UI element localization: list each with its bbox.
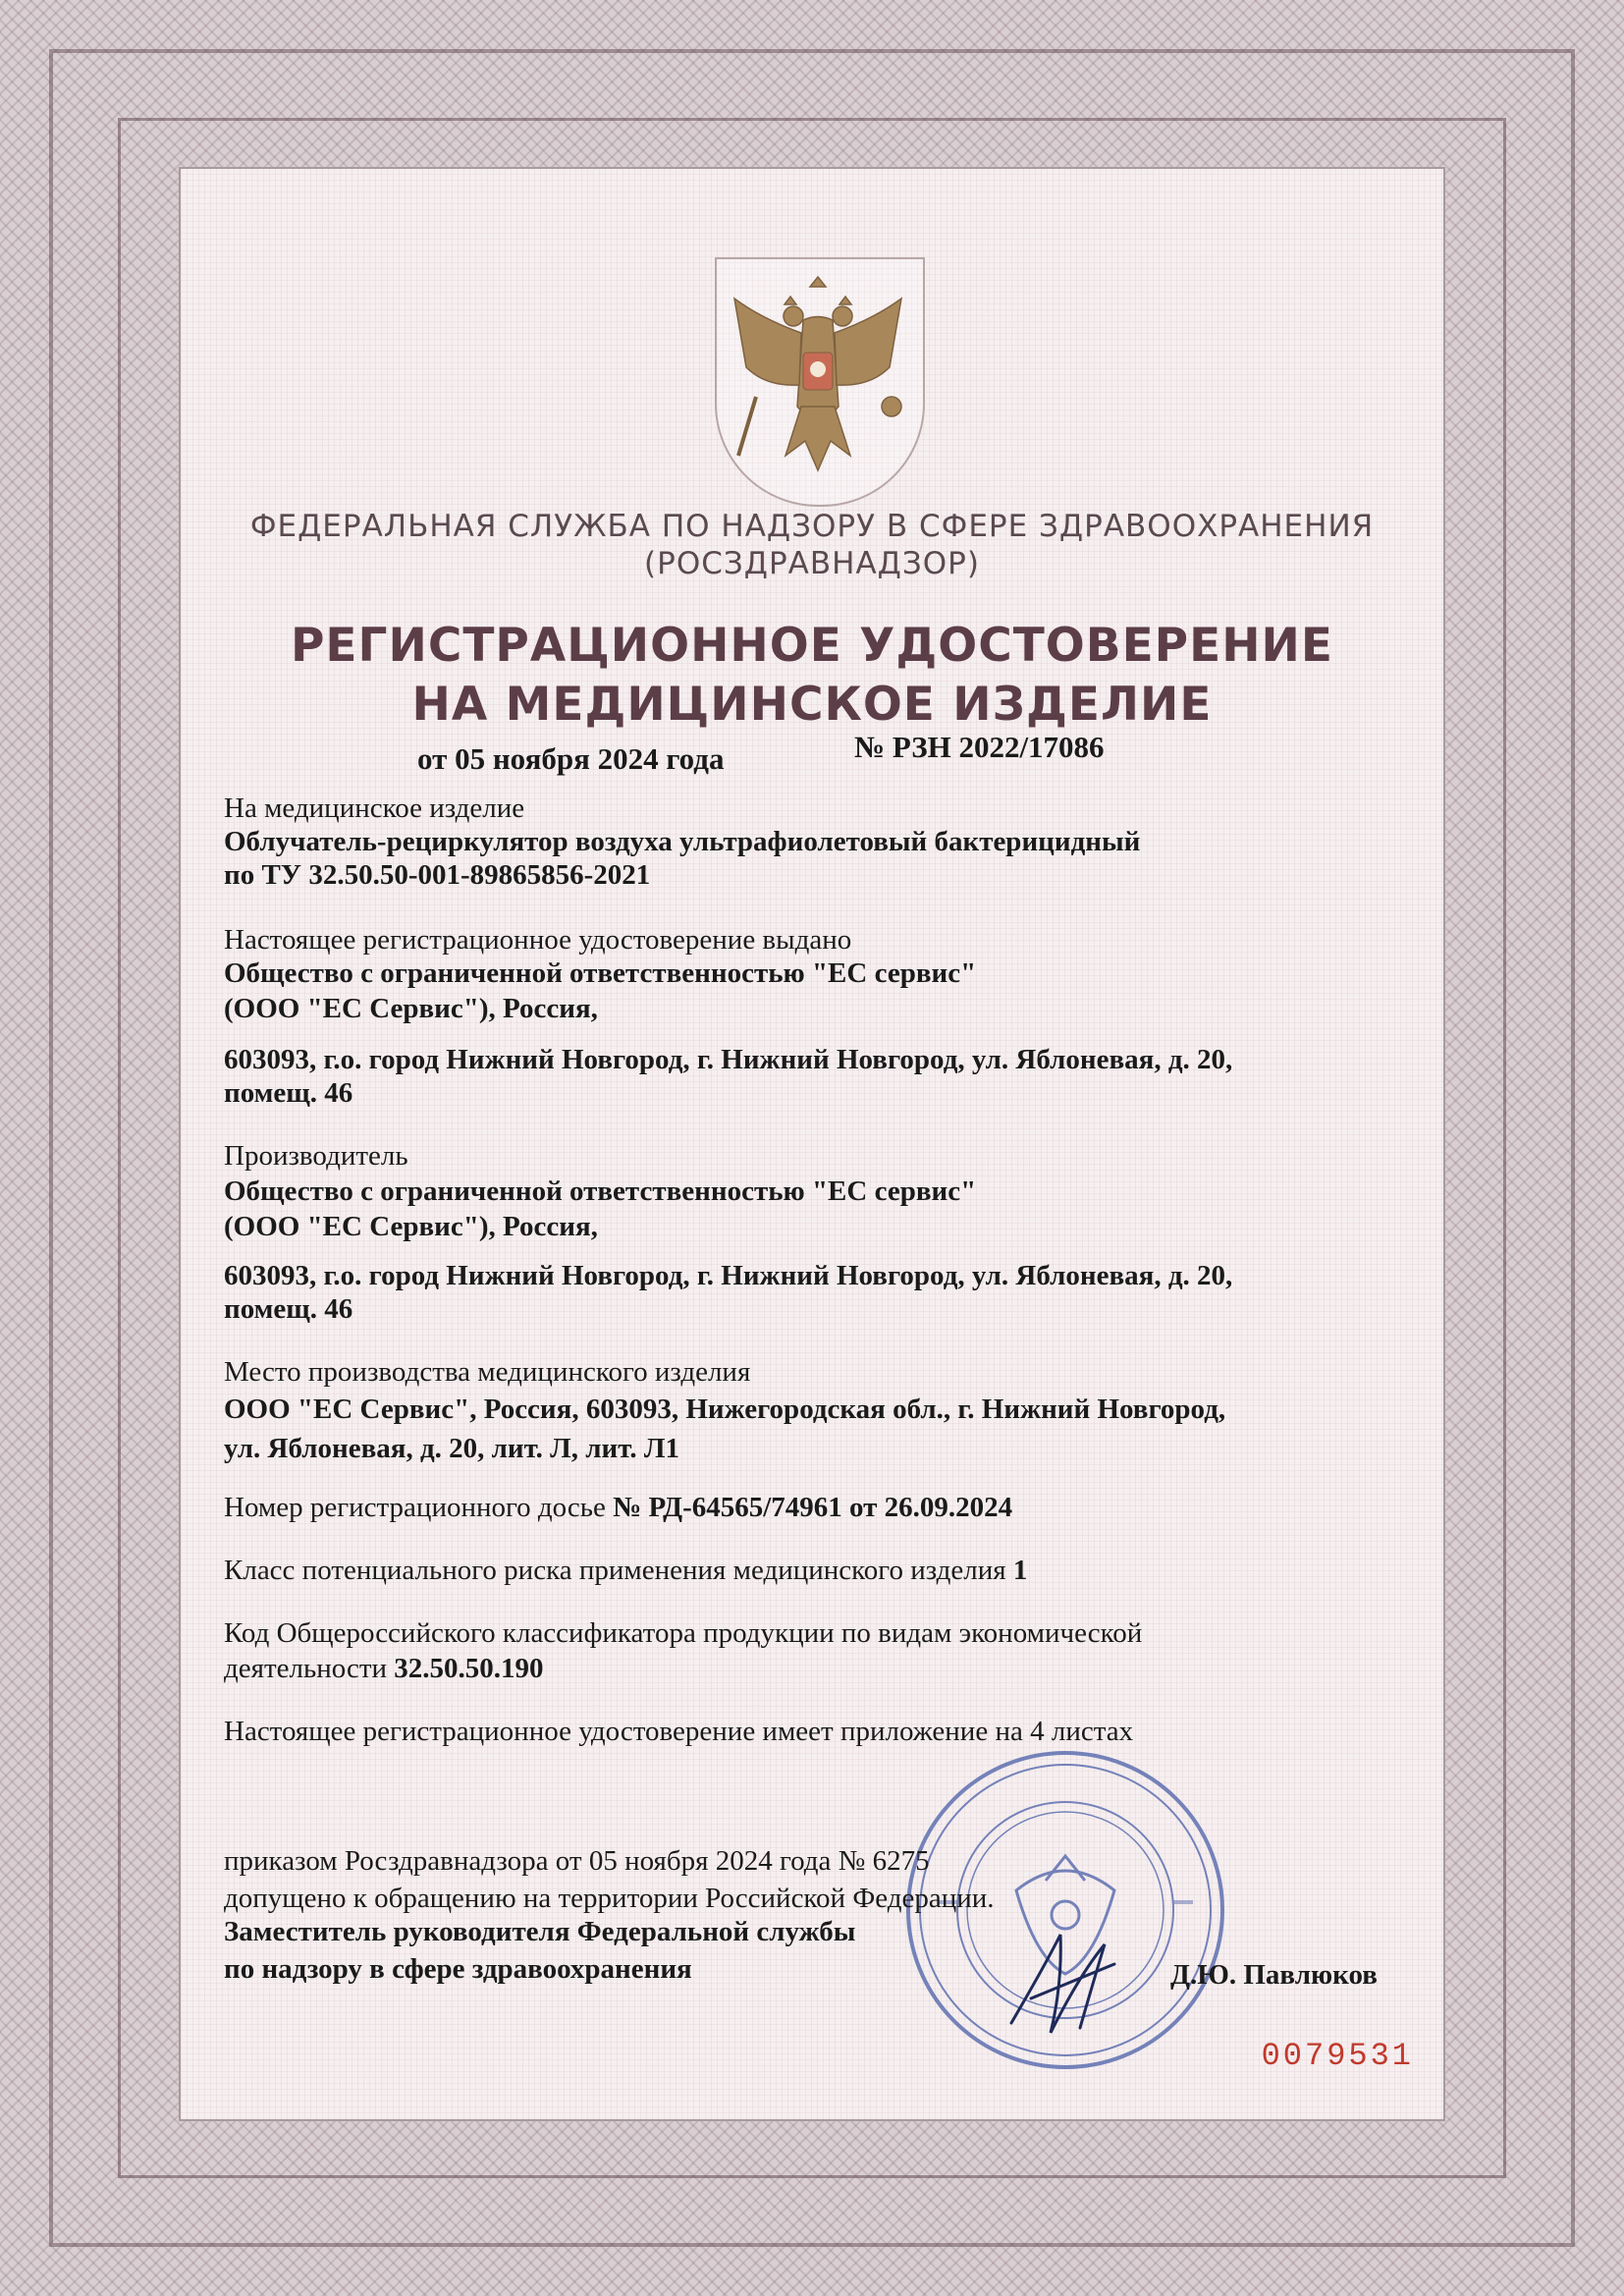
signatory-name: Д.Ю. Павлюков: [1170, 1959, 1378, 1991]
document-title-line-2: НА МЕДИЦИНСКОЕ ИЗДЕЛИЕ: [411, 678, 1213, 732]
device-name-line-2: по ТУ 32.50.50-001-89865856-2021: [224, 859, 651, 891]
signatory-title-line-1: Заместитель руководителя Федеральной службы: [224, 1916, 856, 1947]
issued-to-line-2: (ООО "ЕС Сервис"), Россия,: [224, 993, 598, 1024]
issued-to-line-4: помещ. 46: [224, 1077, 353, 1109]
device-label: На медицинское изделие: [224, 793, 525, 824]
dossier-number: № РД-64565/74961 от 26.09.2024: [613, 1492, 1013, 1523]
okpd-line-1: Код Общероссийского классификатора продукции по видам экономической: [224, 1617, 1143, 1649]
issued-to-line-3: 603093, г.о. город Нижний Новгород, г. Нижний Новгород, ул. Яблоневая, д. 20,: [224, 1044, 1233, 1075]
manufacturer-line-1: Общество с ограниченной ответственностью "ЕС сервис": [224, 1175, 977, 1207]
order-line-2: допущено к обращению на территории Российской Федерации.: [224, 1883, 995, 1914]
issued-to-label: Настоящее регистрационное удостоверение выдано: [224, 924, 852, 956]
okpd-code: 32.50.50.190: [394, 1653, 544, 1684]
agency-name-line-2: (РОСЗДРАВНАДЗОР): [644, 546, 980, 581]
document-title-line-1: РЕГИСТРАЦИОННОЕ УДОСТОВЕРЕНИЕ: [290, 619, 1333, 673]
okpd-label: деятельности: [224, 1653, 395, 1684]
annex-note: Настоящее регистрационное удостоверение имеет приложение на 4 листах: [224, 1716, 1134, 1747]
device-name-line-1: Облучатель-рециркулятор воздуха ультрафиолетовый бактерицидный: [224, 826, 1141, 857]
order-line-1: приказом Росздравнадзора от 05 ноября 2024 года № 6275: [224, 1845, 930, 1877]
registration-number: № РЗН 2022/17086: [854, 730, 1105, 764]
agency-name-line-1: ФЕДЕРАЛЬНАЯ СЛУЖБА ПО НАДЗОРУ В СФЕРЕ ЗДРАВООХРАНЕНИЯ: [249, 509, 1375, 544]
serial-number: 0079531: [1261, 2038, 1414, 2074]
manufacturer-line-4: помещ. 46: [224, 1293, 353, 1325]
production-site-line-1: ООО "ЕС Сервис", Россия, 603093, Нижегородская обл., г. Нижний Новгород,: [224, 1394, 1226, 1425]
issued-to-line-1: Общество с ограниченной ответственностью "ЕС сервис": [224, 957, 977, 989]
production-site-label: Место производства медицинского изделия: [224, 1356, 751, 1388]
okpd-line-2: [224, 1652, 1441, 1685]
coat-of-arms-emblem: [715, 257, 925, 507]
risk-class-value: 1: [1012, 1555, 1028, 1586]
dossier-label: Номер регистрационного досье: [224, 1492, 614, 1523]
handwritten-signature: [992, 1905, 1139, 2052]
double-headed-eagle-icon: [717, 259, 919, 501]
manufacturer-line-3: 603093, г.о. город Нижний Новгород, г. Нижний Новгород, ул. Яблоневая, д. 20,: [224, 1260, 1233, 1291]
signatory-title-line-2: по надзору в сфере здравоохранения: [224, 1953, 692, 1985]
signature-icon: [992, 1905, 1139, 2052]
risk-class-label: Класс потенциального риска применения медицинского изделия: [224, 1555, 1013, 1586]
dossier-line: [224, 1491, 1441, 1524]
production-site-line-2: ул. Яблоневая, д. 20, лит. Л, лит. Л1: [224, 1433, 679, 1464]
issue-date: от 05 ноября 2024 года: [417, 741, 725, 776]
manufacturer-line-2: (ООО "ЕС Сервис"), Россия,: [224, 1211, 598, 1242]
manufacturer-label: Производитель: [224, 1140, 408, 1172]
risk-class-line: [224, 1554, 1441, 1587]
